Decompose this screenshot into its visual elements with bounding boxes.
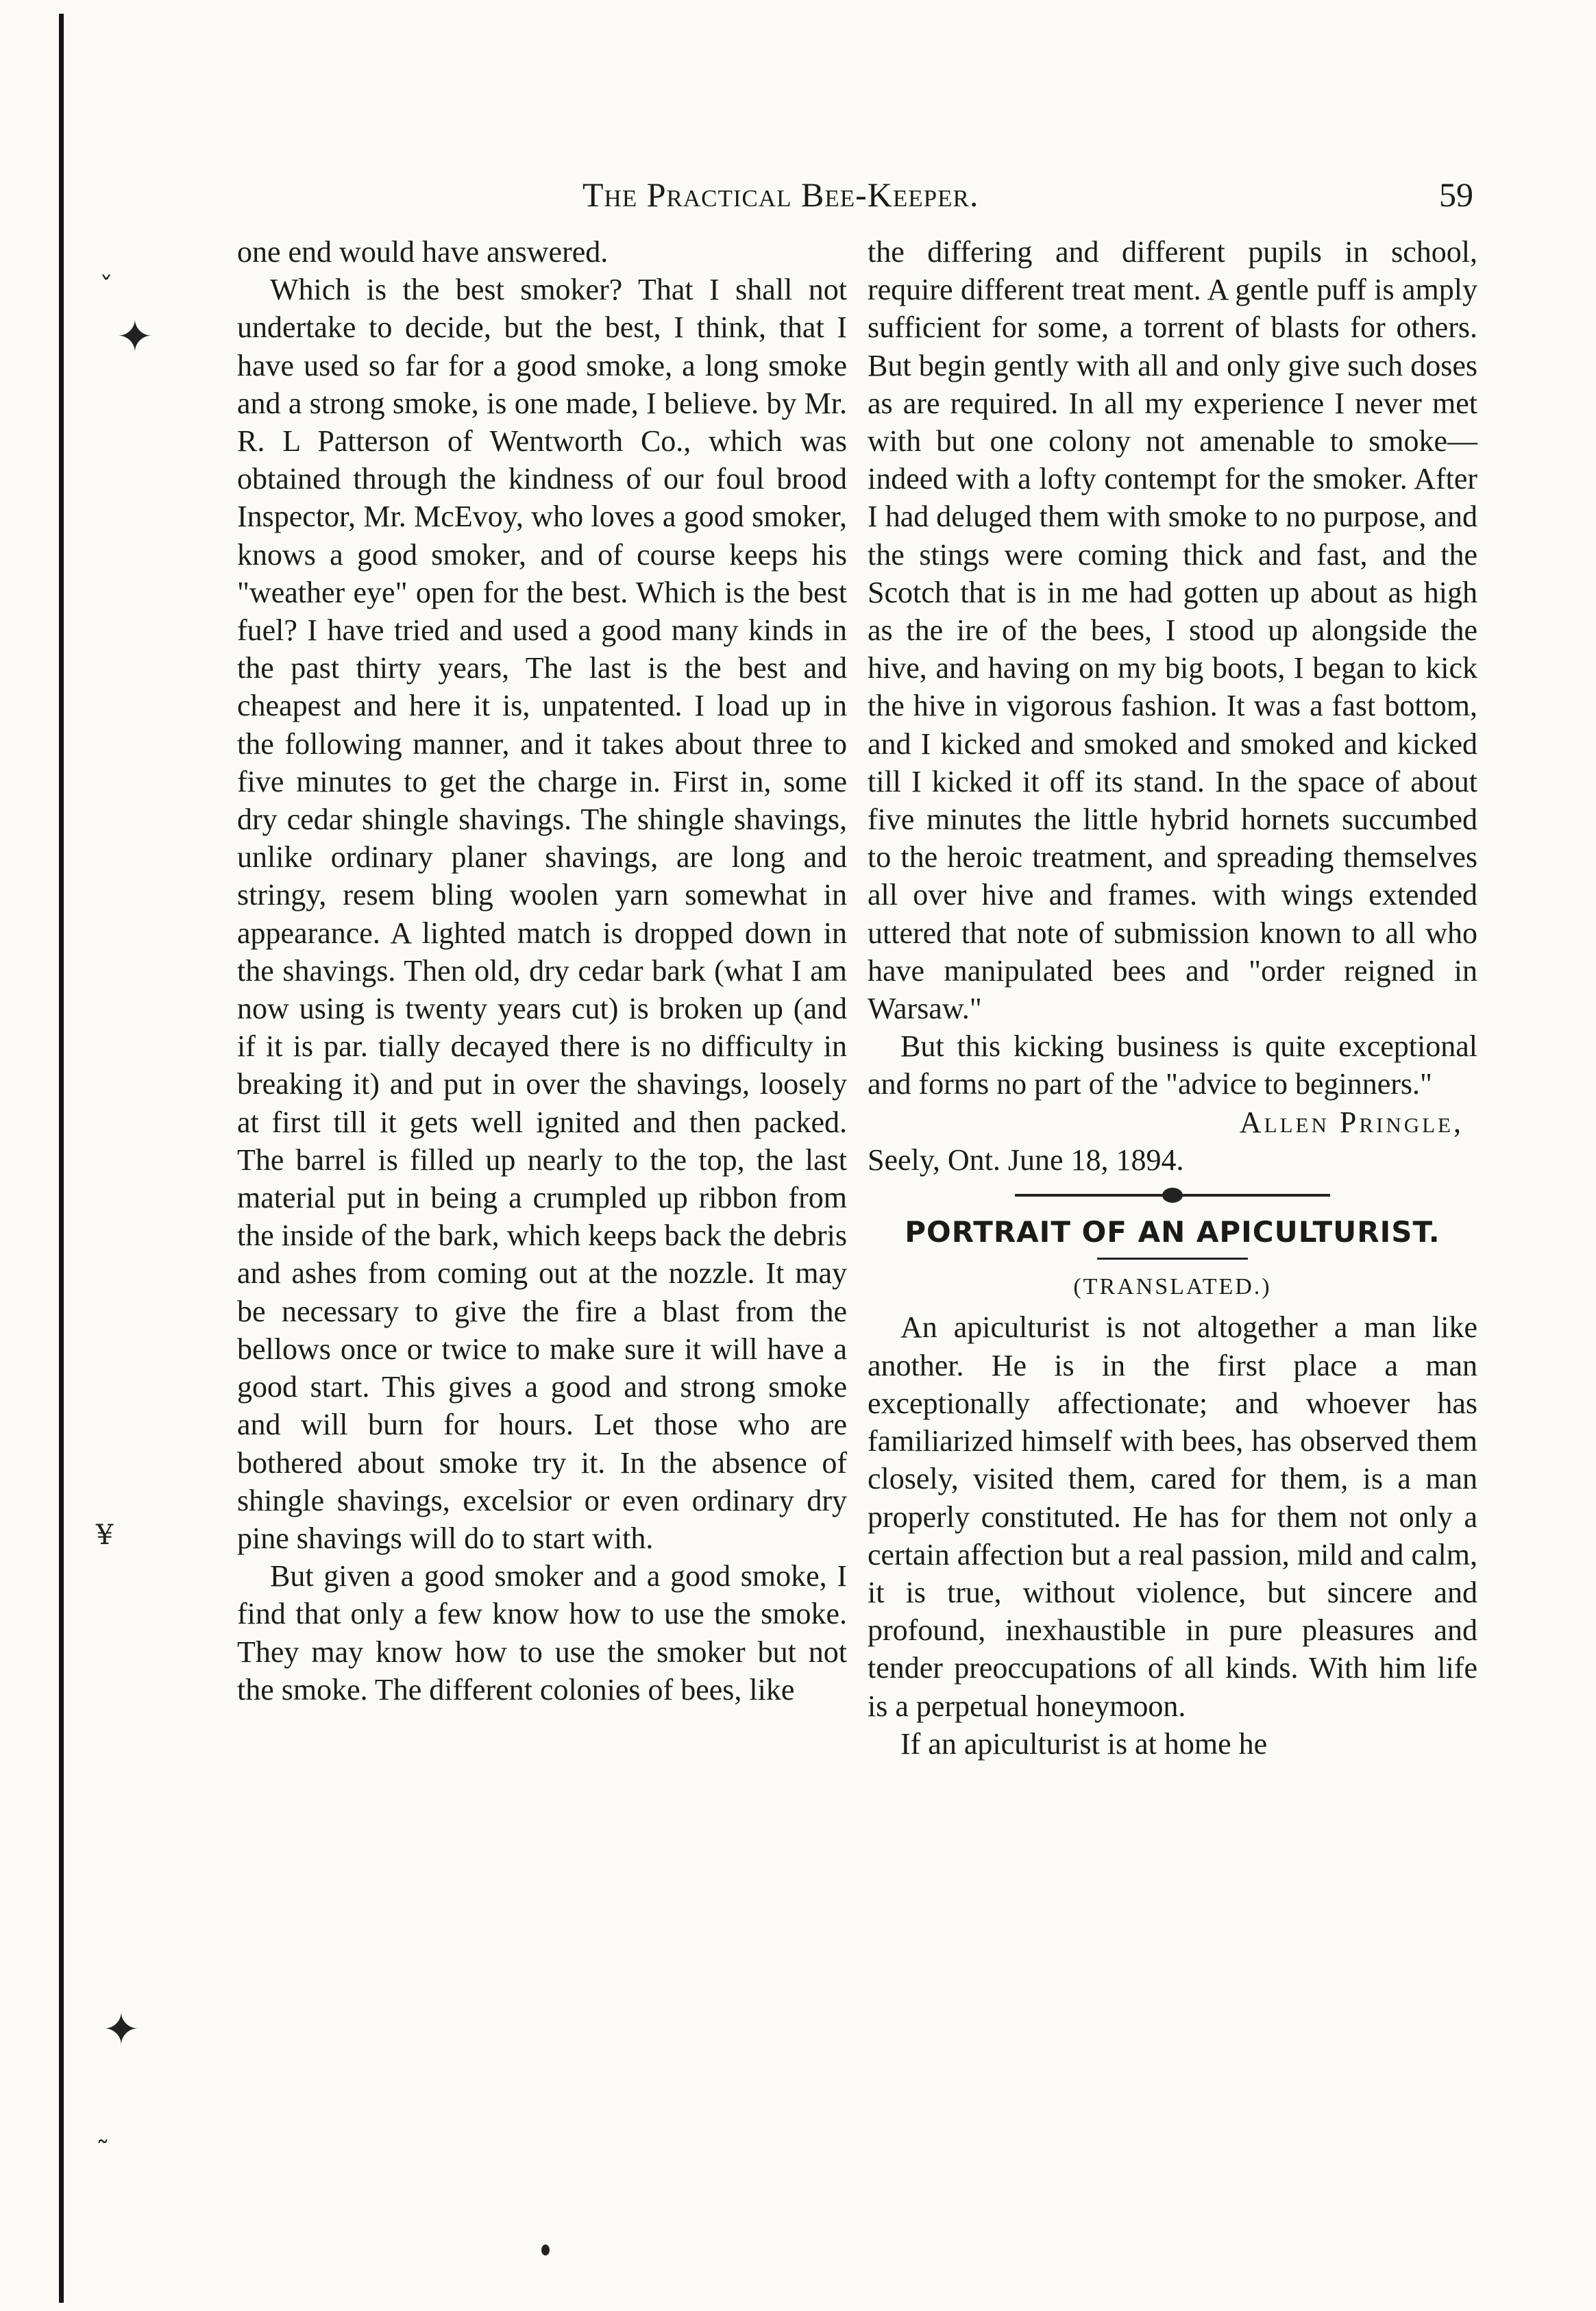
dateline: Seely, Ont. June 18, 1894. xyxy=(868,1142,1184,1177)
section-divider xyxy=(1015,1194,1330,1197)
title-rule xyxy=(1097,1258,1248,1260)
section-subtitle: (TRANSLATED.) xyxy=(1073,1274,1272,1300)
margin-ink-mark: ✦ xyxy=(116,312,154,363)
paragraph: But given a good smoker and a good smoke, I find that only a few know how to use the smoke. They may know how to use the smoker but not the smoke. The different colonies of bees, like xyxy=(237,1559,847,1707)
paragraph: An apiculturist is not altogether a man like another. He is in the first place a man exceptionally affectionate; and whoever has familiarized himself with bees, has observed them closely, visited them, cared for them, is a man properly constituted. He has for them not only a certain affection but a real passion, mild and calm, it is true, without violence, but sincere and profound, inexhaustible in pure pleasures and tender preoccupations of all kinds. With him life is a perpetual honeymoon. xyxy=(868,1310,1477,1723)
running-title: The Practical Bee-Keeper. xyxy=(582,175,979,214)
paragraph: Which is the best smoker? That I shall not undertake to decide, but the best, I think, that I have used so far for a good smoke, a long smoke and a strong smoke, is one made, I believe. by Mr. R. L Patterson of Wentworth Co., which was obtained through the kindness of our foul brood Inspector, Mr. McEvoy, who loves a good smoker, knows a good smoker, and of course keeps his "weather eye" open for the best. Which is the best fuel? I have tried and used a good many kinds in the past thirty years, The last is the best and cheapest and here it is, unpatented. I load up in the following manner, and it takes about three to five minutes to get the charge in. First in, some dry cedar shingle shavings. The shingle shavings, unlike ordinary planer shavings, are long and stringy, resem bling woolen yarn somewhat in appearance. A lighted match is dropped down in the shavings. Then old, dry cedar bark (what I am now using is twenty years cut) is broken up (and if it is par. tially decayed there is no difficulty in breaking it) and put in over the shavings, loosely at first till it gets well ignited and then packed. The barrel is filled up nearly to the top, the last material put in being a crumpled up ribbon from the inside of the bark, which keeps back the debris and ashes from coming out at the nozzle. It may be necessary to give the fire a blast from the bellows once or twice to make sure it will have a good start. This gives a good and strong smoke and will burn for hours. Let those who are bothered about smoke try it. In the absence of shingle shavings, excelsior or even ordinary dry pine shavings will do to start with. xyxy=(237,273,847,1555)
paragraph: If an apiculturist is at home he xyxy=(900,1726,1268,1761)
margin-ink-mark: ˜ xyxy=(96,2136,110,2168)
section-title: PORTRAIT OF AN APICULTURIST. xyxy=(905,1215,1440,1249)
page-header xyxy=(240,175,1473,223)
page-number: 59 xyxy=(1439,175,1473,214)
right-column xyxy=(868,233,1477,1763)
paragraph: the differing and different pupils in school, require different treat ment. A gentle puff is amply sufficient for some, a torrent of blasts for others. But begin gently with all and only give such doses as are required. In all my experience I never met with but one colony not amenable to smoke—indeed with a lofty contempt for the smoker. After I had deluged them with smoke to no purpose, and the stings were coming thick and fast, and the Scotch that is in me had gotten up about as high as the ire of the bees, I stood up alongside the hive, and having on my big boots, I began to kick the hive in vigorous fashion. It was a fast bottom, and I kicked and smoked and smoked and kicked till I kicked it off its stand. In the space of about five minutes the little hybrid hornets succumbed to the heroic treatment, and spreading themselves all over hive and frames. with wings extended uttered that note of submission known to all who have manipulated bees and "order reigned in Warsaw." xyxy=(868,235,1477,1026)
author-signature: Allen Pringle, xyxy=(1239,1105,1464,1139)
margin-ink-mark: ˇ xyxy=(99,272,113,304)
margin-ink-mark: ¥ xyxy=(96,1519,114,1551)
paragraph: But this kicking business is quite exceptional and forms no part of the "advice to beginners." xyxy=(868,1029,1477,1101)
margin-ink-mark: ✦ xyxy=(103,2005,140,2055)
page-binding-edge xyxy=(59,14,64,2303)
ink-dot xyxy=(541,2245,550,2255)
paragraph: one end would have answered. xyxy=(237,235,609,269)
left-column xyxy=(237,233,847,1709)
